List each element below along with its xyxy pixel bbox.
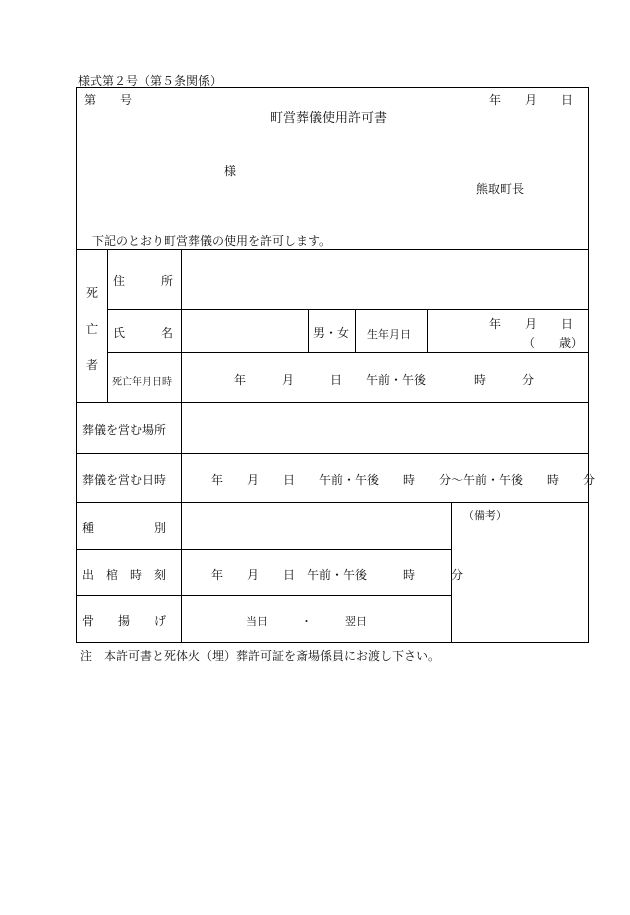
name-label: 氏 名 [113,326,174,340]
coffin-departure-label: 出 棺 時 刻 [82,568,167,582]
age-value: （ 歳） [523,336,584,350]
remarks-label: （備考） [463,509,507,522]
death-date-value: 年 月 日 午前・午後 時 分 [234,373,535,387]
addressee-suffix: 様 [224,164,237,178]
divider-name [107,352,589,353]
divider-label-column [181,249,182,643]
birth-date-value: 年 月 日 [489,317,574,331]
divider-departure [76,595,451,596]
coffin-departure-value: 年 月 日 午前・午後 時 分 [211,568,464,582]
bone-collection-value: 当日 ・ 翌日 [246,615,367,628]
deceased-label-char-1: 死 [86,286,99,300]
permission-statement: 下記のとおり町営葬儀の使用を許可します。 [92,234,332,248]
divider-birth-label [427,309,428,352]
divider-place [76,453,589,454]
permit-form-frame [76,87,589,643]
document-title: 町営葬儀使用許可書 [270,111,388,126]
divider-address [107,309,589,310]
funeral-datetime-label: 葬儀を営む日時 [82,473,167,487]
death-date-label: 死亡年月日時 [112,377,172,388]
deceased-label-char-2: 亡 [86,322,99,336]
divider-type [76,549,451,550]
address-label: 住 所 [113,274,174,288]
deceased-label-char-3: 者 [86,358,99,372]
funeral-datetime-value: 年 月 日 午前・午後 時 分〜午前・午後 時 分 [211,473,596,487]
divider-group-column [107,249,108,402]
divider-deceased [76,402,589,403]
form-number: 様式第２号（第５条関係） [78,74,223,88]
divider-header [76,249,589,250]
bone-collection-label: 骨 揚 げ [82,614,167,628]
permit-number-label: 第 号 [84,93,133,107]
type-label: 種 別 [82,521,167,535]
funeral-place-label: 葬儀を営む場所 [82,423,167,437]
birth-date-label: 生年月日 [367,328,411,341]
footer-note: 注 本許可書と死体火（埋）葬許可証を斎場係員にお渡し下さい。 [80,649,441,663]
divider-gender-right [355,309,356,352]
issuer-name: 熊取町長 [476,182,525,196]
divider-gender-left [308,309,309,352]
gender-options: 男・女 [313,326,350,340]
divider-datetime [76,502,589,503]
issue-date-label: 年 月 日 [489,93,574,107]
